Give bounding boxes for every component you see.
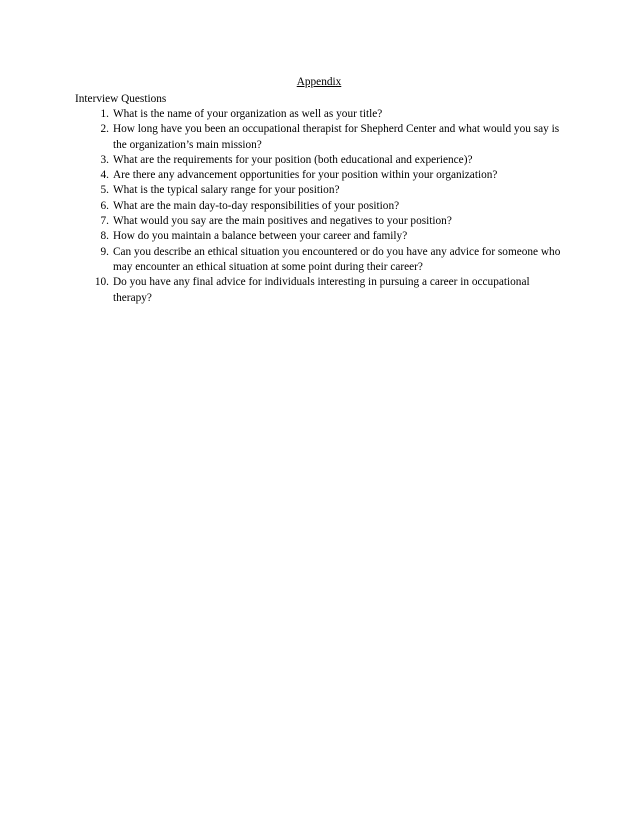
question-text: What is the typical salary range for your position?: [113, 184, 340, 197]
question-number: 5.: [100, 184, 109, 197]
question-item: [75, 214, 565, 229]
question-text: How do you maintain a balance between your career and family?: [113, 230, 408, 243]
question-text: What is the name of your organization as well as your title?: [113, 108, 383, 120]
question-item: [75, 275, 565, 306]
question-number: 2.: [100, 123, 109, 136]
question-text: Are there any advancement opportunities for your position within your organization?: [113, 169, 498, 182]
question-number: 1.: [100, 108, 109, 120]
question-item: [75, 168, 565, 183]
document-title: Appendix: [296, 76, 342, 88]
question-text: What are the requirements for your position (both educational and experience)?: [113, 153, 473, 166]
section-label: Interview Questions: [75, 93, 167, 105]
question-item: [75, 183, 565, 198]
question-item: [75, 199, 565, 214]
question-list: [75, 107, 565, 306]
question-text: Do you have any final advice for individuals interesting in pursuing a career in occupational therapy?: [113, 276, 530, 304]
question-item: [75, 245, 565, 276]
question-number: 4.: [100, 169, 109, 182]
question-item: [75, 229, 565, 244]
question-number: 7.: [100, 215, 109, 228]
question-item: [75, 153, 565, 168]
question-number: 9.: [100, 245, 109, 258]
question-number: 6.: [100, 199, 109, 212]
question-number: 10.: [94, 276, 109, 289]
question-number: 3.: [100, 153, 109, 166]
question-text: How long have you been an occupational therapist for Shepherd Center and what would you say is the organization’s main mission?: [113, 123, 560, 151]
question-text: What would you say are the main positives and negatives to your position?: [113, 215, 452, 228]
question-item: [75, 107, 565, 122]
question-text: What are the main day-to-day responsibilities of your position?: [113, 199, 400, 212]
question-item: [75, 122, 565, 153]
question-text: Can you describe an ethical situation you encountered or do you have any advice for someone who may encounter an ethical situation at some point during their career?: [113, 245, 561, 273]
question-number: 8.: [100, 230, 109, 243]
